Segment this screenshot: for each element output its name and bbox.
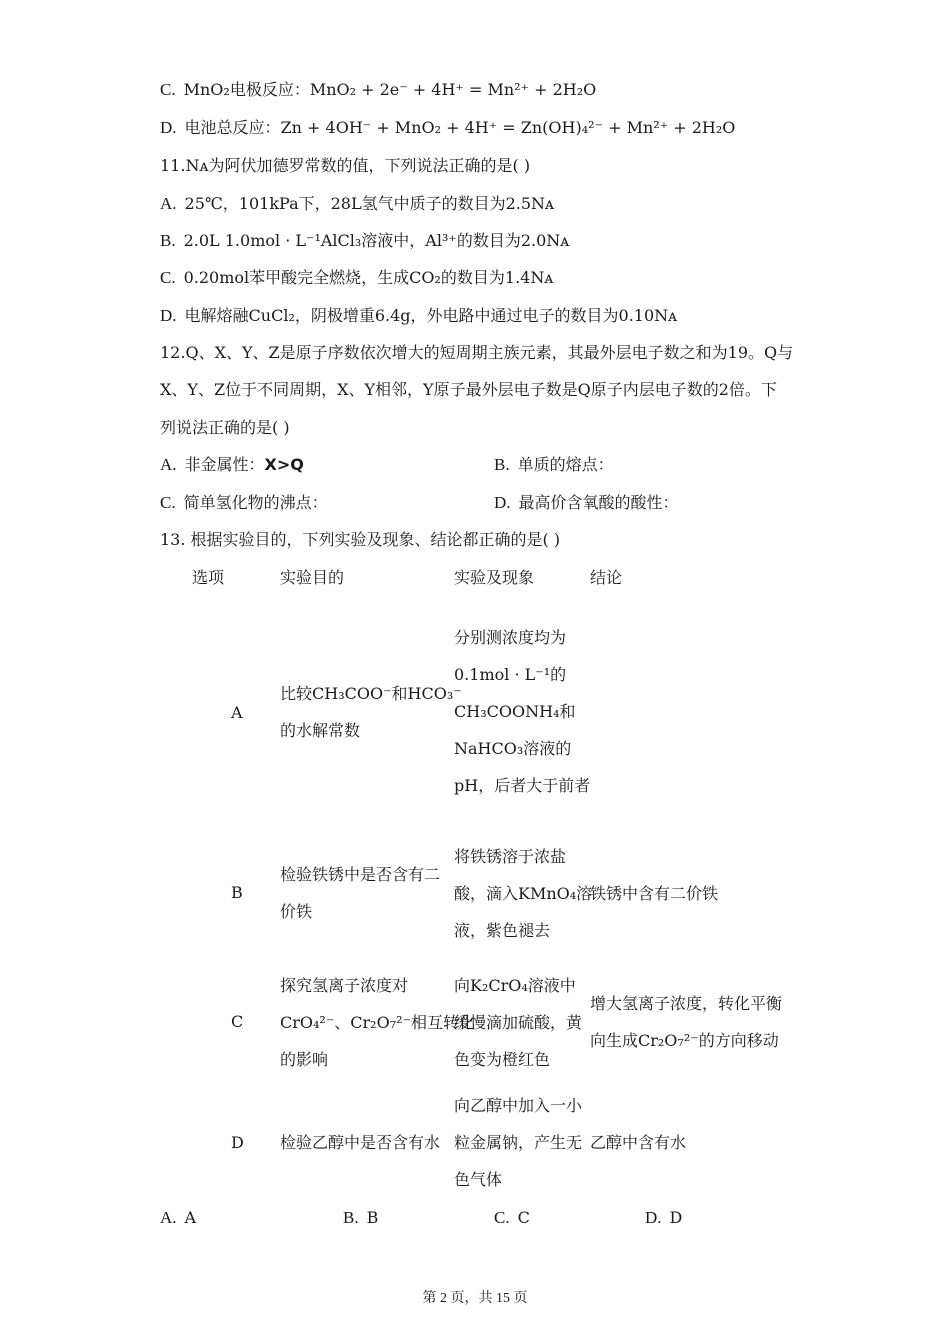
row-phenomenon-line: pH，后者大于前者: [454, 776, 591, 795]
option-letter: C.: [160, 80, 176, 99]
row-option: A: [231, 703, 243, 722]
q11-option-d: [160, 304, 677, 328]
row-conclusion-line: 向生成Cr₂O₇²⁻的方向移动: [590, 1031, 779, 1050]
row-purpose-line: 的水解常数: [280, 721, 361, 740]
row-phenomenon-line: 粒金属钠，产生无: [454, 1133, 583, 1152]
q13-stem: 13. 根据实验目的，下列实验及现象、结论都正确的是( ): [160, 530, 561, 549]
row-conclusion-line: 乙醇中含有水: [590, 1133, 687, 1152]
q11-option-a: [160, 192, 554, 216]
option-letter: C.: [494, 1208, 510, 1227]
option-letter: D.: [160, 306, 177, 325]
row-conclusion-line: 铁锈中含有二价铁: [590, 884, 719, 903]
option-text: B: [366, 1208, 379, 1227]
option-letter: C.: [160, 493, 176, 512]
row-option: D: [231, 1133, 244, 1152]
q10-option-c: [160, 78, 596, 102]
q12-stem-line2: X、Y、Z位于不同周期，X、Y相邻，Y原子最外层电子数是Q原子内层电子数的2倍。下: [160, 380, 777, 399]
row-phenomenon-line: NaHCO₃溶液的: [454, 739, 572, 758]
option-letter: D.: [160, 118, 177, 137]
option-text: C: [517, 1208, 530, 1227]
option-letter: C.: [160, 268, 176, 287]
table-header-purpose: 实验目的: [280, 568, 345, 587]
row-purpose-line: 的影响: [280, 1050, 329, 1069]
row-purpose-line: 比较CH₃COO⁻和HCO₃⁻: [280, 684, 462, 703]
q11-option-c: [160, 266, 553, 290]
q12-option-d: [494, 491, 679, 515]
row-phenomenon-line: 液，紫色褪去: [454, 921, 551, 940]
option-text: MnO₂电极反应：MnO₂ + 2e⁻ + 4H⁺ = Mn²⁺ + 2H₂O: [183, 80, 597, 99]
q12-stem-line1: 12.Q、X、Y、Z是原子序数依次增大的短周期主族元素，其最外层电子数之和为19。Q与: [160, 343, 794, 362]
row-phenomenon-line: 向K₂CrO₄溶液中: [454, 976, 576, 995]
option-letter: D.: [645, 1208, 662, 1227]
table-header-option: 选项: [192, 568, 225, 587]
option-text: 电解熔融CuCl₂，阴极增重6.4g，外电路中通过电子的数目为0.10Nᴀ: [184, 306, 678, 325]
row-purpose-line: 探究氢离子浓度对: [280, 976, 409, 995]
q13-option-c: [494, 1206, 530, 1230]
row-phenomenon-line: 将铁锈溶于浓盐: [454, 847, 567, 866]
option-text: A: [184, 1208, 197, 1227]
row-phenomenon-line: 色气体: [454, 1170, 503, 1189]
option-text: 电池总反应：Zn + 4OH⁻ + MnO₂ + 4H⁺ = Zn(OH)₄²⁻ + Mn²⁺ + 2H₂O: [184, 118, 736, 137]
q12-option-a: [160, 453, 304, 477]
option-text: 简单氢化物的沸点：: [183, 493, 328, 512]
row-purpose-line: 价铁: [280, 902, 313, 921]
q12-stem-line3: 列说法正确的是( ): [160, 418, 290, 437]
row-option: B: [231, 883, 243, 902]
table-header-conclusion: 结论: [590, 568, 623, 587]
option-text: 单质的熔点：: [517, 455, 614, 474]
option-letter: B.: [160, 231, 176, 250]
option-text: 2.0L 1.0mol · L⁻¹AlCl₃溶液中，Al³⁺的数目为2.0Nᴀ: [183, 231, 570, 250]
page-footer: 第 2 页，共 15 页: [422, 1291, 528, 1306]
q13-option-d: [645, 1206, 682, 1230]
q10-option-d: [160, 116, 735, 140]
q11-stem: 11.Nᴀ为阿伏加德罗常数的值，下列说法正确的是( ): [160, 156, 531, 175]
row-phenomenon-line: 分别测浓度均为: [454, 628, 567, 647]
option-letter: B.: [494, 455, 510, 474]
table-header-phenomenon: 实验及现象: [454, 568, 535, 587]
option-letter: A.: [160, 1208, 177, 1227]
row-phenomenon-line: CH₃COONH₄和: [454, 702, 576, 721]
row-phenomenon-line: 色变为橙红色: [454, 1050, 551, 1069]
row-phenomenon-line: 向乙醇中加入一小: [454, 1096, 583, 1115]
option-letter: D.: [494, 493, 511, 512]
option-text: 最高价含氧酸的酸性：: [518, 493, 679, 512]
row-conclusion-line: 增大氢离子浓度，转化平衡: [590, 994, 783, 1013]
row-phenomenon-line: 缓慢滴加硫酸，黄: [454, 1013, 583, 1032]
q11-option-b: [160, 229, 569, 253]
row-purpose-line: 检验乙醇中是否含有水: [280, 1133, 441, 1152]
q13-option-b: [343, 1206, 378, 1230]
option-letter: A.: [160, 194, 177, 213]
row-purpose-line: CrO₄²⁻、Cr₂O₇²⁻相互转化: [280, 1013, 475, 1032]
option-text: 0.20mol苯甲酸完全燃烧，生成CO₂的数目为1.4Nᴀ: [183, 268, 554, 287]
row-purpose-line: 检验铁锈中是否含有二: [280, 865, 441, 884]
q12-option-b: [494, 453, 614, 477]
option-letter: A.: [160, 455, 177, 474]
option-text: D: [669, 1208, 683, 1227]
row-option: C: [231, 1012, 244, 1031]
option-formula: X>Q: [264, 455, 304, 474]
option-text: 非金属性：: [184, 455, 265, 474]
option-text: 25℃，101kPa下，28L氢气中质子的数目为2.5Nᴀ: [184, 194, 555, 213]
q13-option-a: [160, 1206, 196, 1230]
row-phenomenon-line: 0.1mol · L⁻¹的: [454, 665, 567, 684]
option-letter: B.: [343, 1208, 359, 1227]
row-phenomenon-line: 酸，滴入KMnO₄溶: [454, 884, 593, 903]
q12-option-c: [160, 491, 328, 515]
